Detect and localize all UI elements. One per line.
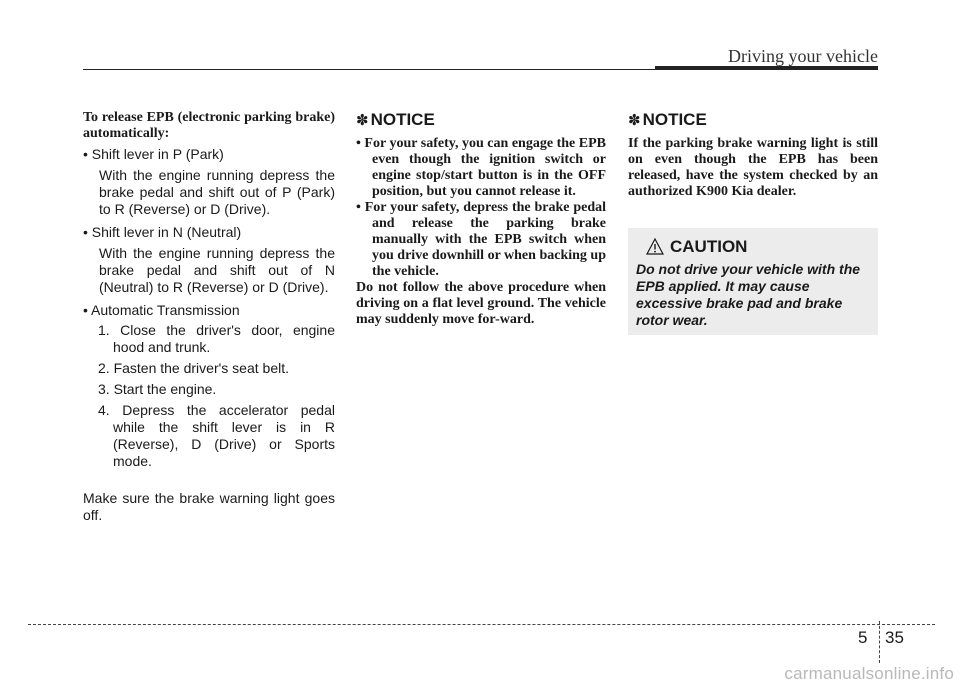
caution-heading — [646, 237, 747, 257]
notice-title: NOTICE — [642, 110, 707, 129]
caution-title: CAUTION — [670, 237, 748, 256]
notice-star-icon: ✽ — [356, 111, 369, 129]
page-number: 35 — [885, 628, 904, 647]
notice-paragraph: Do not follow the above procedure when driving on a flat level ground. The vehicle may suddenly move for-ward. — [356, 280, 606, 327]
chapter-number: 5 — [858, 628, 868, 647]
caution-text: Do not drive your vehicle with the EPB applied. It may cause excessive brake pad and brake rotor wear. — [636, 261, 861, 328]
notice-star-icon: ✽ — [628, 111, 641, 129]
column-middle — [356, 110, 606, 328]
running-header: Driving your vehicle — [728, 46, 878, 66]
caution-box — [628, 228, 878, 335]
header-rule-thin — [83, 69, 655, 70]
brake-light-note: Make sure the brake warning light goes off. — [83, 490, 335, 523]
bullet-neutral: • Shift lever in N (Neutral) — [83, 224, 242, 240]
watermark: carmanualsonline.info — [784, 664, 954, 683]
warning-triangle-icon — [646, 238, 664, 255]
step-item: 4. Depress the accelerator pedal while the shift lever is in R (Reverse), D (Drive) or Sports mode. — [98, 402, 335, 469]
section-heading: To release EPB (electronic parking brake) automatically: — [83, 110, 335, 141]
column-right — [628, 110, 878, 200]
bullet-neutral-text: With the engine running depress the brake pedal and shift out of N (Neutral) to R (Reverse) or D (Drive). — [99, 245, 335, 295]
notice-heading — [356, 110, 606, 130]
notice-bullet-engage: • For your safety, you can engage the EPB even though the ignition switch or engine stop/start button is in the OFF position, but you cannot release it. — [356, 136, 606, 199]
header-rule-thick — [655, 66, 878, 70]
notice-heading — [628, 110, 878, 130]
footer-dashed-divider — [879, 621, 880, 663]
notice-paragraph: If the parking brake warning light is still on even though the EPB has been released, have the system checked by an authorized K900 Kia dealer. — [628, 136, 878, 199]
notice-bullet-downhill: • For your safety, depress the brake pedal and release the parking brake manually with the EPB switch when you drive downhill or when backing up the vehicle. — [356, 200, 606, 279]
bullet-park: • Shift lever in P (Park) — [83, 146, 224, 162]
notice-title: NOTICE — [370, 110, 435, 129]
bullet-auto-transmission: • Automatic Transmission — [83, 302, 240, 318]
column-left — [83, 110, 335, 524]
step-item: 3. Start the engine. — [98, 381, 217, 397]
footer-dashed-rule — [28, 624, 935, 625]
step-item: 1. Close the driver's door, engine hood and trunk. — [98, 322, 335, 355]
bullet-park-text: With the engine running depress the brake pedal and shift out of P (Park) to R (Reverse) or D (Drive). — [99, 167, 335, 217]
step-item: 2. Fasten the driver's seat belt. — [98, 360, 289, 376]
